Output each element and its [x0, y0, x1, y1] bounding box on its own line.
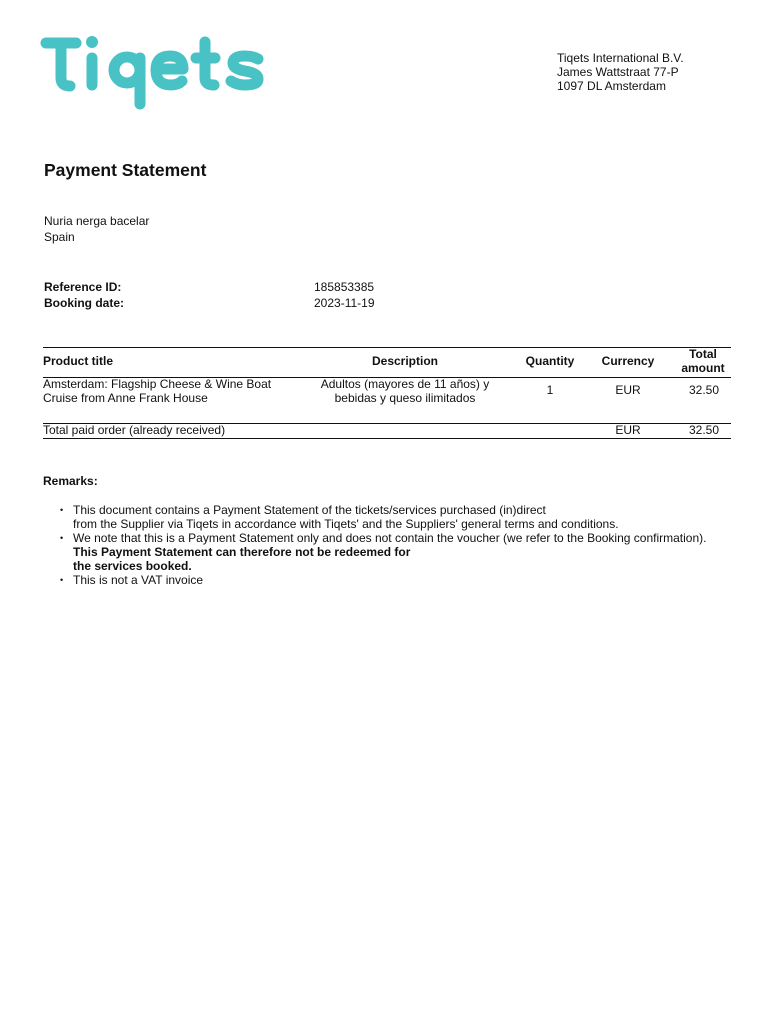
header-currency: Currency	[601, 354, 655, 368]
bullet-icon: •	[60, 575, 64, 585]
header-quantity: Quantity	[525, 354, 575, 368]
remarks-list	[60, 503, 707, 587]
reference-id-label: Reference ID:	[44, 280, 122, 294]
header-total-line2: amount	[681, 361, 725, 375]
table-top-rule	[43, 347, 731, 348]
remarks-heading: Remarks:	[43, 474, 98, 488]
header-product-title: Product title	[43, 354, 114, 368]
row-quantity: 1	[546, 383, 554, 397]
reference-id-value: 185853385	[314, 280, 375, 294]
company-name: Tiqets International B.V.	[557, 51, 684, 65]
row-description	[305, 377, 505, 405]
remark-1-line1: This document contains a Payment Statement of the tickets/services purchased (in)direct	[73, 503, 546, 517]
company-street: James Wattstraat 77-P	[557, 65, 679, 79]
customer-info	[44, 213, 149, 245]
customer-name: Nuria nerga bacelar	[44, 214, 150, 228]
company-city: 1097 DL Amsterdam	[557, 79, 666, 93]
remark-2-line1: We note that this is a Payment Statement only and does not contain the voucher (we refer to the Booking confirmation).	[73, 531, 707, 545]
remark-item	[60, 503, 706, 531]
remark-2-bold-line1: This Payment Statement can therefore not be redeemed for	[73, 545, 411, 559]
remark-3: This is not a VAT invoice	[73, 573, 204, 587]
header-total-amount	[671, 347, 735, 375]
total-paid-label: Total paid order (already received)	[43, 423, 226, 437]
company-address	[557, 51, 684, 93]
remark-2-bold-line2: the services booked.	[73, 559, 192, 573]
row-product-title	[43, 377, 271, 405]
table-bottom-rule	[43, 438, 731, 439]
row-currency: EUR	[615, 383, 641, 397]
remark-item	[60, 573, 706, 587]
tiqets-logo	[40, 34, 272, 112]
booking-date-value: 2023-11-19	[314, 296, 375, 310]
total-paid-currency: EUR	[615, 423, 641, 437]
remark-1-line2: from the Supplier via Tiqets in accordance with Tiqets' and the Suppliers' general terms and conditions.	[73, 517, 619, 531]
booking-date-label: Booking date:	[44, 296, 124, 310]
row-product-line1: Amsterdam: Flagship Cheese & Wine Boat	[43, 377, 272, 391]
row-product-line2: Cruise from Anne Frank House	[43, 391, 208, 405]
row-description-line1: Adultos (mayores de 11 años) y	[320, 377, 490, 391]
remark-item	[60, 531, 707, 573]
customer-country: Spain	[44, 230, 75, 244]
row-total: 32.50	[688, 383, 719, 397]
page-title: Payment Statement	[44, 160, 207, 180]
bullet-icon: •	[60, 533, 64, 543]
total-paid-amount: 32.50	[688, 423, 719, 437]
bullet-icon: •	[60, 505, 64, 515]
row-description-line2: bebidas y queso ilimitados	[334, 391, 476, 405]
header-description: Description	[371, 354, 438, 368]
header-total-line1: Total	[689, 347, 717, 361]
